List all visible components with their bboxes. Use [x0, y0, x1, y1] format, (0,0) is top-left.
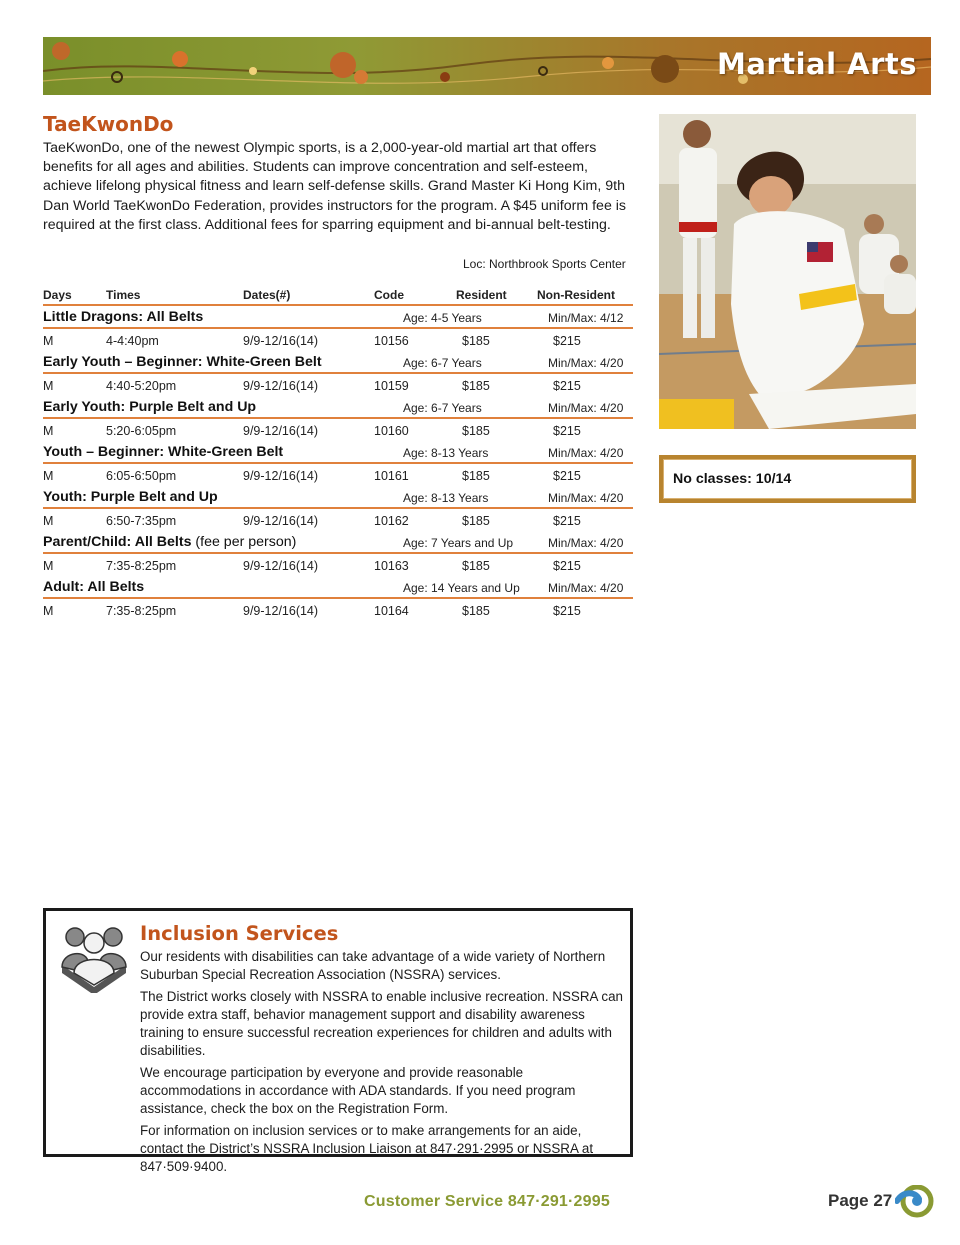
- cell-code: 10163: [374, 559, 409, 573]
- header-resident: Resident: [456, 288, 507, 302]
- cell-days: M: [43, 424, 54, 438]
- class-name-text: Little Dragons: All Belts: [43, 309, 204, 325]
- header-times: Times: [106, 288, 141, 302]
- class-minmax: Min/Max: 4/20: [548, 356, 624, 370]
- cell-nonresident-fee: $215: [553, 604, 581, 618]
- cell-days: M: [43, 604, 54, 618]
- inclusion-paragraph: We encourage participation by everyone and provide reasonable accommodations in accordance with ADA standards. If you need program assistance, check the box on the Registration Form.: [140, 1065, 576, 1116]
- class-age: Age: 7 Years and Up: [403, 536, 514, 550]
- swirl-logo-icon: [895, 1185, 935, 1224]
- cell-times: 7:35-8:25pm: [106, 559, 177, 573]
- class-group-header: [43, 576, 633, 599]
- class-name: [43, 579, 144, 595]
- header-dates: Dates(#): [243, 288, 291, 302]
- cell-resident-fee: $185: [462, 424, 490, 438]
- cell-resident-fee: $185: [462, 379, 490, 393]
- cell-nonresident-fee: $215: [553, 514, 581, 528]
- cell-times: 6:50-7:35pm: [106, 514, 177, 528]
- no-classes-box: [659, 455, 916, 503]
- photo-illustration: [659, 114, 916, 429]
- cell-dates: 9/9-12/16(14): [243, 469, 319, 483]
- inclusion-body: [140, 948, 624, 1180]
- cell-dates: 9/9-12/16(14): [243, 334, 319, 348]
- cell-times: 4:40-5:20pm: [106, 379, 177, 393]
- cell-resident-fee: $185: [462, 604, 490, 618]
- class-minmax: Min/Max: 4/20: [548, 401, 624, 415]
- class-age: Age: 8-13 Years: [403, 491, 489, 505]
- cell-times: 7:35-8:25pm: [106, 604, 177, 618]
- class-minmax: Min/Max: 4/20: [548, 491, 624, 505]
- no-classes-text: No classes: 10/14: [673, 471, 792, 487]
- cell-nonresident-fee: $215: [553, 559, 581, 573]
- page-number: Page 27: [828, 1191, 893, 1210]
- class-name-text: Early Youth – Beginner: White-Green Belt: [43, 354, 322, 370]
- class-name-extra: (fee per person): [191, 534, 297, 550]
- class-group-header: [43, 396, 633, 419]
- cell-code: 10159: [374, 379, 409, 393]
- class-group-header: [43, 531, 633, 554]
- cell-nonresident-fee: $215: [553, 379, 581, 393]
- table-row: [43, 329, 633, 351]
- cell-dates: 9/9-12/16(14): [243, 559, 319, 573]
- cell-nonresident-fee: $215: [553, 334, 581, 348]
- header-banner: [43, 37, 931, 95]
- class-name-text: Parent/Child: All Belts: [43, 534, 192, 550]
- class-minmax: Min/Max: 4/20: [548, 536, 624, 550]
- table-row: [43, 419, 633, 441]
- inclusion-paragraph: The District works closely with NSSRA to enable inclusive recreation. NSSRA can provide extra staff, behavior management support and disability awareness training to ensure successful recreation experiences for children and adults with disabilities.: [140, 989, 623, 1058]
- class-minmax: Min/Max: 4/12: [548, 311, 624, 325]
- table-row: [43, 464, 633, 486]
- table-header: [43, 284, 633, 306]
- class-name: [43, 489, 218, 505]
- cell-resident-fee: $185: [462, 514, 490, 528]
- section-title: TaeKwonDo: [43, 112, 174, 136]
- cell-days: M: [43, 514, 54, 528]
- cell-dates: 9/9-12/16(14): [243, 424, 319, 438]
- cell-resident-fee: $185: [462, 469, 490, 483]
- class-name: [43, 399, 256, 415]
- location-label: Loc: Northbrook Sports Center: [463, 257, 626, 271]
- cell-dates: 9/9-12/16(14): [243, 604, 319, 618]
- table-row: [43, 374, 633, 396]
- class-age: Age: 6-7 Years: [403, 356, 482, 370]
- cell-days: M: [43, 379, 54, 393]
- cell-times: 5:20-6:05pm: [106, 424, 177, 438]
- cell-times: 6:05-6:50pm: [106, 469, 177, 483]
- table-row: [43, 599, 633, 621]
- header-nonresident: Non-Resident: [537, 288, 615, 302]
- header-days: Days: [43, 288, 72, 302]
- cell-code: 10162: [374, 514, 409, 528]
- class-age: Age: 4-5 Years: [403, 311, 482, 325]
- inclusion-services-box: [43, 908, 633, 1174]
- class-group-header: [43, 306, 633, 329]
- inclusion-title: Inclusion Services: [140, 922, 339, 945]
- class-name: [43, 444, 283, 460]
- cell-times: 4-4:40pm: [106, 334, 159, 348]
- cell-nonresident-fee: $215: [553, 469, 581, 483]
- cell-days: M: [43, 334, 54, 348]
- class-age: Age: 14 Years and Up: [403, 581, 520, 595]
- inclusion-paragraph: For information on inclusion services or to make arrangements for an aide, contact the District’s NSSRA Inclusion Liaison at 847·291·2995 or NSSRA at 847·509·9400.: [140, 1123, 594, 1174]
- class-name-text: Early Youth: Purple Belt and Up: [43, 399, 257, 415]
- cell-resident-fee: $185: [462, 559, 490, 573]
- header-code: Code: [374, 288, 404, 302]
- people-group-icon: [58, 923, 130, 998]
- class-group-header: [43, 351, 633, 374]
- cell-code: 10164: [374, 604, 409, 618]
- cell-days: M: [43, 469, 54, 483]
- class-name-text: Youth: Purple Belt and Up: [43, 489, 218, 505]
- cell-resident-fee: $185: [462, 334, 490, 348]
- cell-nonresident-fee: $215: [553, 424, 581, 438]
- table-row: [43, 509, 633, 531]
- table-row: [43, 554, 633, 576]
- class-group-header: [43, 486, 633, 509]
- section-intro: TaeKwonDo, one of the newest Olympic sports, is a 2,000-year-old martial art that offers benefits for all ages and abilities. Students can improve concentration and self-esteem, achieve lifelong physical fitness and learn self-defense skills. Grand Master Ki Hong Kim, 9th Dan World TaeKwonDo Federation, provides instructors for the program. A $45 uniform fee is required at the first class. Additional fees for sparring equipment and bi-annual belt-testing.: [43, 140, 627, 233]
- class-group-header: [43, 441, 633, 464]
- cell-dates: 9/9-12/16(14): [243, 514, 319, 528]
- page-category-title: Martial Arts: [716, 47, 917, 81]
- schedule-table: [43, 284, 633, 621]
- cell-code: 10156: [374, 334, 409, 348]
- class-name: [43, 354, 322, 370]
- inclusion-paragraph: Our residents with disabilities can take advantage of a wide variety of Northern Suburban Special Recreation Association (NSSRA) services.: [140, 949, 606, 982]
- class-name-text: Adult: All Belts: [43, 579, 145, 595]
- class-name: [43, 534, 296, 550]
- cell-dates: 9/9-12/16(14): [243, 379, 319, 393]
- taekwondo-photo: [659, 114, 916, 429]
- class-minmax: Min/Max: 4/20: [548, 581, 624, 595]
- class-age: Age: 8-13 Years: [403, 446, 489, 460]
- customer-service-phone: Customer Service 847·291·2995: [364, 1193, 610, 1210]
- cell-days: M: [43, 559, 54, 573]
- class-name-text: Youth – Beginner: White-Green Belt: [43, 444, 284, 460]
- class-age: Age: 6-7 Years: [403, 401, 482, 415]
- cell-code: 10160: [374, 424, 409, 438]
- class-minmax: Min/Max: 4/20: [548, 446, 624, 460]
- class-name: [43, 309, 203, 325]
- cell-code: 10161: [374, 469, 409, 483]
